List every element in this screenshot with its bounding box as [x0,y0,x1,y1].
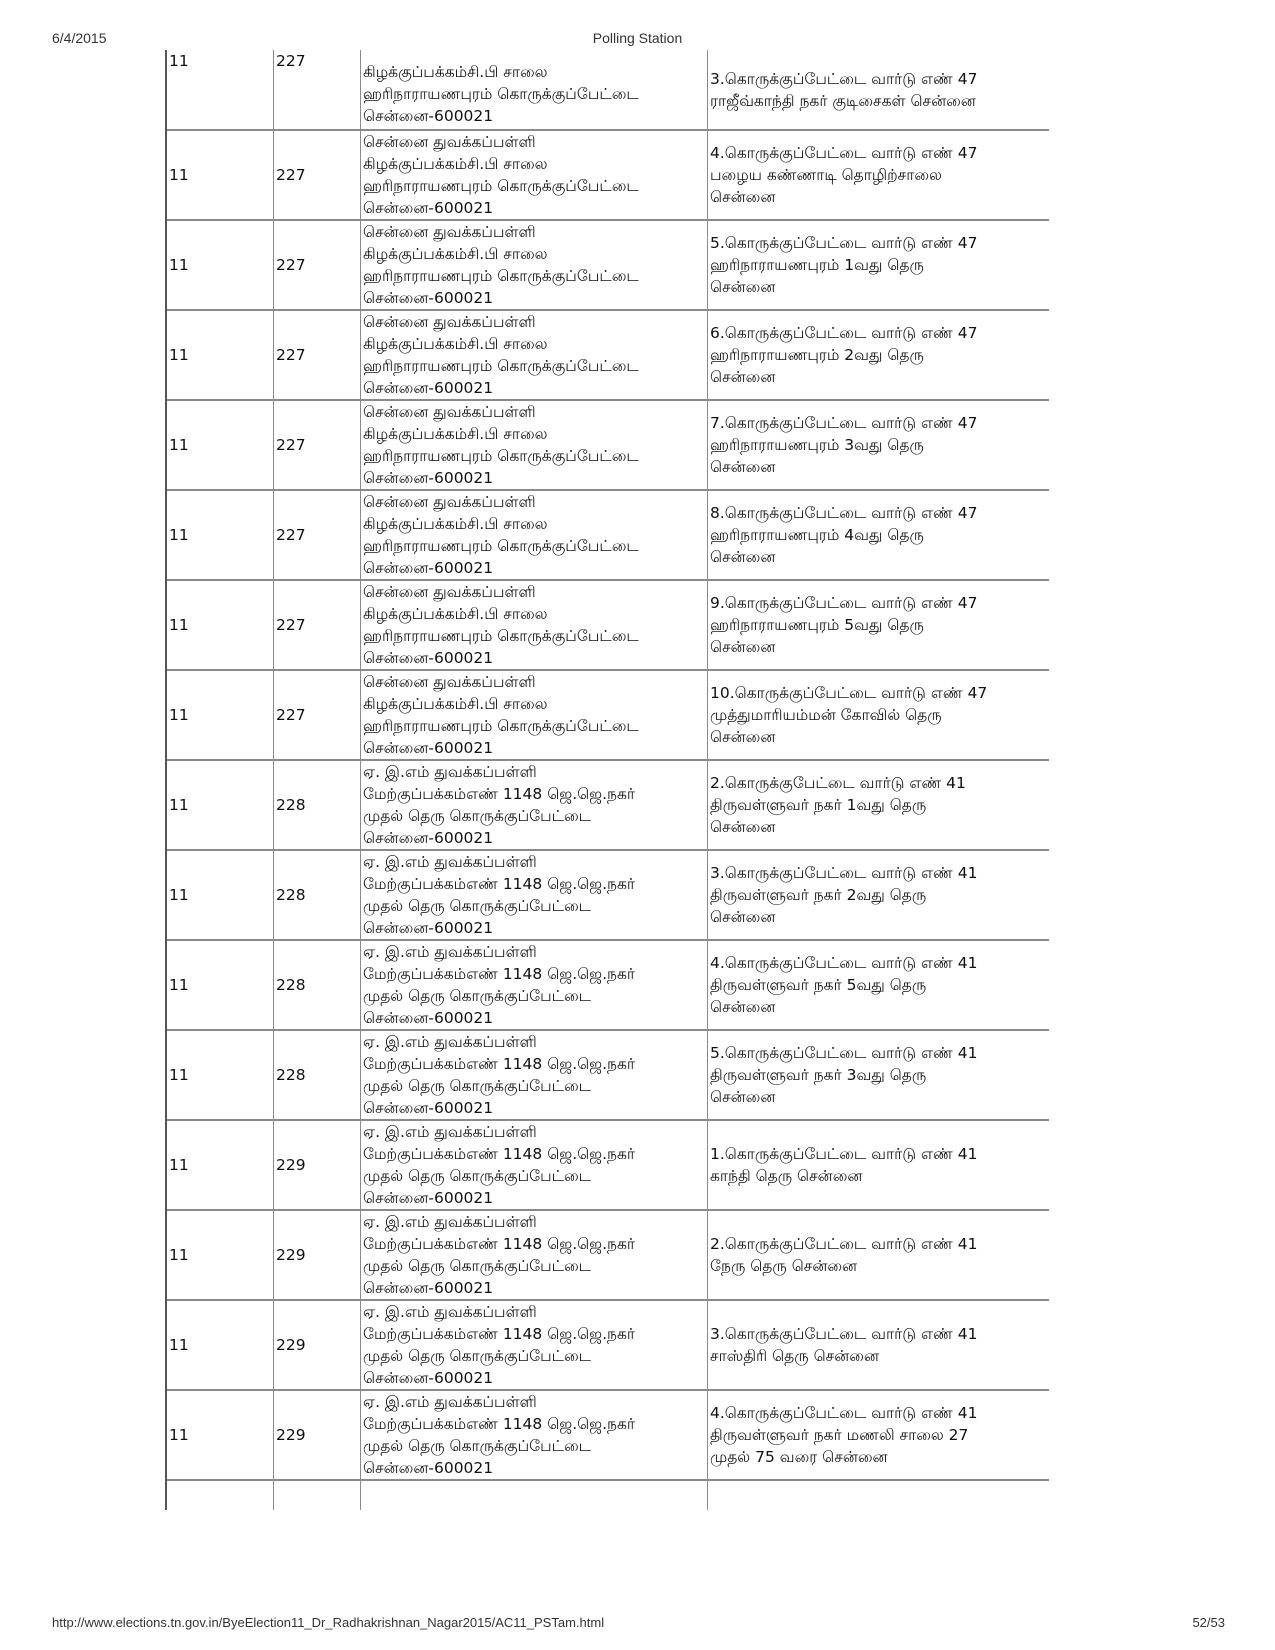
location-line: சென்னை துவக்கப்பள்ளி [363,403,536,421]
area-line: 3.கொருக்குப்பேட்டை வார்டு எண் 41 [710,1325,978,1343]
location-line: மேற்குப்பக்கம்எண் 1148 ஜெ.ஜெ.நகர் [363,965,635,983]
polling-station-number-cell [274,580,361,670]
assembly-constituency-number: 11 [169,166,189,184]
location-line: ஹரிநாராயணபுரம் கொருக்குப்பேட்டை [363,627,639,645]
table-row [166,490,1049,580]
location-line: முதல் தெரு கொருக்குப்பேட்டை [363,1257,592,1275]
polling-area-cell [708,130,1050,220]
location-line: சென்னை துவக்கப்பள்ளி [363,313,536,331]
assembly-constituency-number: 11 [169,976,189,994]
polling-area-cell [708,850,1050,940]
location-line: ஏ. இ.எம் துவக்கப்பள்ளி [363,763,537,781]
assembly-constituency-cell [166,940,274,1030]
polling-station-table [165,50,1049,1510]
location-line: சென்னை துவக்கப்பள்ளி [363,223,536,241]
polling-station-number: 227 [276,526,306,544]
area-line: பழைய கண்ணாடி தொழிற்சாலை [710,166,942,184]
table-row [166,1030,1049,1120]
polling-station-location-cell [361,490,708,580]
table-row [166,1210,1049,1300]
assembly-constituency-number: 11 [169,1426,189,1444]
area-line: முத்துமாரியம்மன் கோவில் தெரு [710,706,942,724]
polling-station-number: 229 [276,1156,306,1174]
polling-station-number-cell [274,670,361,760]
polling-station-number-cell [274,850,361,940]
area-line: சென்னை [710,458,776,476]
area-line: ஹரிநாராயணபுரம் 3வது தெரு [710,436,924,454]
polling-area-cell [708,1120,1050,1210]
assembly-constituency-cell [166,1390,274,1480]
location-line: ஹரிநாராயணபுரம் கொருக்குப்பேட்டை [363,85,639,103]
location-line: சென்னை-600021 [363,1189,494,1207]
location-line: சென்னை-600021 [363,1009,494,1027]
assembly-constituency-cell [166,850,274,940]
polling-station-location-cell [361,220,708,310]
area-line: 2.கொருக்குபேட்டை வார்டு எண் 41 [710,774,966,792]
location-line: ஏ. இ.எம் துவக்கப்பள்ளி [363,1213,537,1231]
area-line: ஹரிநாராயணபுரம் 5வது தெரு [710,616,924,634]
location-line: மேற்குப்பக்கம்எண் 1148 ஜெ.ஜெ.நகர் [363,1235,635,1253]
assembly-constituency-number: 11 [169,1246,189,1264]
polling-station-number-cell [274,490,361,580]
polling-area-cell [708,50,1050,130]
location-line: ஹரிநாராயணபுரம் கொருக்குப்பேட்டை [363,267,639,285]
assembly-constituency-cell [166,130,274,220]
polling-area-cell [708,1210,1050,1300]
assembly-constituency-number: 11 [169,616,189,634]
location-line: கிழக்குப்பக்கம்சி.பி சாலை [363,605,548,623]
assembly-constituency-number: 11 [169,1156,189,1174]
location-line: முதல் தெரு கொருக்குப்பேட்டை [363,807,592,825]
location-line: மேற்குப்பக்கம்எண் 1148 ஜெ.ஜெ.நகர் [363,875,635,893]
assembly-constituency-number: 11 [169,526,189,544]
polling-area-cell [708,310,1050,400]
assembly-constituency-cell [166,670,274,760]
area-line: சென்னை [710,278,776,296]
area-line: சென்னை [710,548,776,566]
polling-station-number: 228 [276,886,306,904]
polling-station-number: 227 [276,52,306,70]
page-number: 52/53 [1192,1615,1225,1630]
location-line: சென்னை-600021 [363,1459,494,1477]
area-line: ஹரிநாராயணபுரம் 1வது தெரு [710,256,924,274]
assembly-constituency-cell [166,1300,274,1390]
polling-area-cell [708,1390,1050,1480]
location-line: சென்னை-600021 [363,107,494,125]
polling-station-location-cell [361,580,708,670]
area-line: சென்னை [710,1088,776,1106]
polling-area-cell [708,490,1050,580]
polling-station-location-cell [361,940,708,1030]
location-line: ஏ. இ.எம் துவக்கப்பள்ளி [363,1033,537,1051]
polling-station-number-cell [274,1210,361,1300]
location-line: சென்னை-600021 [363,1369,494,1387]
table-body [166,50,1049,1510]
polling-station-number: 229 [276,1336,306,1354]
area-line: 3.கொருக்குப்பேட்டை வார்டு எண் 41 [710,864,978,882]
area-line: 3.கொருக்குப்பேட்டை வார்டு எண் 47 [710,69,978,88]
location-line: முதல் தெரு கொருக்குப்பேட்டை [363,897,592,915]
location-line: மேற்குப்பக்கம்எண் 1148 ஜெ.ஜெ.நகர் [363,1415,635,1433]
table-row [166,580,1049,670]
table-row [166,50,1049,130]
empty-cell [361,1480,708,1510]
area-line: 5.கொருக்குப்பேட்டை வார்டு எண் 41 [710,1044,978,1062]
assembly-constituency-number: 11 [169,706,189,724]
assembly-constituency-cell [166,580,274,670]
location-line: ஏ. இ.எம் துவக்கப்பள்ளி [363,1123,537,1141]
location-line: கிழக்குப்பக்கம்சி.பி சாலை [363,515,548,533]
polling-station-number-cell [274,760,361,850]
location-line: ஹரிநாராயணபுரம் கொருக்குப்பேட்டை [363,177,639,195]
location-line: மேற்குப்பக்கம்எண் 1148 ஜெ.ஜெ.நகர் [363,785,635,803]
assembly-constituency-cell [166,400,274,490]
location-line: கிழக்குப்பக்கம்சி.பி சாலை [363,63,548,81]
location-line: சென்னை-600021 [363,559,494,577]
polling-station-number: 227 [276,166,306,184]
area-line: 9.கொருக்குப்பேட்டை வார்டு எண் 47 [710,594,978,612]
location-line: ஹரிநாராயணபுரம் கொருக்குப்பேட்டை [363,357,639,375]
assembly-constituency-cell [166,1210,274,1300]
location-line: சென்னை துவக்கப்பள்ளி [363,133,536,151]
empty-cell [708,1480,1050,1510]
table-row [166,400,1049,490]
area-line: திருவள்ளுவர் நகர் மணலி சாலை 27 [710,1426,969,1444]
polling-station-location-cell [361,1030,708,1120]
location-line: கிழக்குப்பக்கம்சி.பி சாலை [363,695,548,713]
polling-area-cell [708,670,1050,760]
location-line: முதல் தெரு கொருக்குப்பேட்டை [363,987,592,1005]
table-row [166,220,1049,310]
area-line: ஹரிநாராயணபுரம் 4வது தெரு [710,526,924,544]
area-line: 4.கொருக்குப்பேட்டை வார்டு எண் 47 [710,144,978,162]
area-line: சாஸ்திரி தெரு சென்னை [710,1347,879,1365]
assembly-constituency-cell [166,310,274,400]
polling-station-number: 227 [276,436,306,454]
location-line: முதல் தெரு கொருக்குப்பேட்டை [363,1077,592,1095]
location-line: ஏ. இ.எம் துவக்கப்பள்ளி [363,1303,537,1321]
polling-station-number: 227 [276,346,306,364]
area-line: திருவள்ளுவர் நகர் 3வது தெரு [710,1066,927,1084]
table-row [166,940,1049,1030]
polling-station-number: 227 [276,616,306,634]
polling-area-cell [708,400,1050,490]
location-line: ஹரிநாராயணபுரம் கொருக்குப்பேட்டை [363,537,639,555]
location-line: ஏ. இ.எம் துவக்கப்பள்ளி [363,853,537,871]
area-line: 8.கொருக்குப்பேட்டை வார்டு எண் 47 [710,504,978,522]
polling-station-location-cell [361,1390,708,1480]
area-line: காந்தி தெரு சென்னை [710,1167,863,1185]
location-line: சென்னை-600021 [363,469,494,487]
location-line: கிழக்குப்பக்கம்சி.பி சாலை [363,335,548,353]
table-row [166,1390,1049,1480]
area-line: ராஜீவ்காந்தி நகர் குடிசைகள் சென்னை [710,91,976,110]
location-line: சென்னை-600021 [363,649,494,667]
location-line: சென்னை-600021 [363,829,494,847]
polling-station-location-cell [361,760,708,850]
source-url[interactable]: http://www.elections.tn.gov.in/ByeElection11_Dr_Radhakrishnan_Nagar2015/AC11_PSTam.html [52,1615,605,1630]
assembly-constituency-number: 11 [169,256,189,274]
area-line: 5.கொருக்குப்பேட்டை வார்டு எண் 47 [710,234,978,252]
area-line: திருவள்ளுவர் நகர் 1வது தெரு [710,796,927,814]
polling-area-cell [708,940,1050,1030]
location-line: மேற்குப்பக்கம்எண் 1148 ஜெ.ஜெ.நகர் [363,1325,635,1343]
empty-cell [274,1480,361,1510]
polling-area-cell [708,1030,1050,1120]
polling-station-number: 228 [276,1066,306,1084]
polling-station-number: 227 [276,256,306,274]
polling-station-location-cell [361,1300,708,1390]
polling-station-location-cell [361,50,708,130]
polling-station-number-cell [274,400,361,490]
location-line: கிழக்குப்பக்கம்சி.பி சாலை [363,425,548,443]
table-row [166,670,1049,760]
polling-station-number-cell [274,1030,361,1120]
location-line: சென்னை-600021 [363,289,494,307]
polling-station-number: 228 [276,976,306,994]
polling-station-location-cell [361,1120,708,1210]
location-line: முதல் தெரு கொருக்குப்பேட்டை [363,1167,592,1185]
polling-station-location-cell [361,400,708,490]
table-row [166,1300,1049,1390]
location-line: சென்னை-600021 [363,919,494,937]
table-row [166,1120,1049,1210]
location-line: சென்னை துவக்கப்பள்ளி [363,493,536,511]
table-row-empty [166,1480,1049,1510]
polling-station-number-cell [274,1300,361,1390]
location-line: சென்னை-600021 [363,199,494,217]
area-line: திருவள்ளுவர் நகர் 5வது தெரு [710,976,927,994]
area-line: 10.கொருக்குப்பேட்டை வார்டு எண் 47 [710,684,988,702]
location-line: கிழக்குப்பக்கம்சி.பி சாலை [363,155,548,173]
table-row [166,130,1049,220]
polling-station-location-cell [361,130,708,220]
polling-station-number: 229 [276,1426,306,1444]
polling-station-number-cell [274,130,361,220]
polling-station-location-cell [361,310,708,400]
assembly-constituency-number: 11 [169,1336,189,1354]
polling-station-location-cell [361,850,708,940]
area-line: 6.கொருக்குப்பேட்டை வார்டு எண் 47 [710,324,978,342]
assembly-constituency-cell [166,220,274,310]
area-line: சென்னை [710,908,776,926]
area-line: சென்னை [710,368,776,386]
assembly-constituency-cell [166,760,274,850]
polling-station-number-cell [274,940,361,1030]
polling-station-number: 228 [276,796,306,814]
polling-station-table-wrapper [165,50,1049,1510]
area-line: 2.கொருக்குப்பேட்டை வார்டு எண் 41 [710,1235,978,1253]
assembly-constituency-number: 11 [169,436,189,454]
assembly-constituency-number: 11 [169,796,189,814]
area-line: சென்னை [710,638,776,656]
location-line: ஹரிநாராயணபுரம் கொருக்குப்பேட்டை [363,717,639,735]
polling-station-number: 229 [276,1246,306,1264]
location-line: சென்னை-600021 [363,1279,494,1297]
location-line: முதல் தெரு கொருக்குப்பேட்டை [363,1437,592,1455]
area-line: 7.கொருக்குப்பேட்டை வார்டு எண் 47 [710,414,978,432]
location-line: ஏ. இ.எம் துவக்கப்பள்ளி [363,943,537,961]
table-row [166,850,1049,940]
location-line: கிழக்குப்பக்கம்சி.பி சாலை [363,245,548,263]
print-date: 6/4/2015 [52,30,107,46]
polling-station-number-cell [274,310,361,400]
polling-area-cell [708,760,1050,850]
area-line: முதல் 75 வரை சென்னை [710,1448,888,1466]
assembly-constituency-number: 11 [169,1066,189,1084]
polling-area-cell [708,580,1050,670]
table-row [166,760,1049,850]
location-line: சென்னை-600021 [363,379,494,397]
area-line: சென்னை [710,998,776,1016]
polling-station-number-cell [274,50,361,130]
empty-cell [166,1480,274,1510]
area-line: 4.கொருக்குப்பேட்டை வார்டு எண் 41 [710,954,978,972]
page-title: Polling Station [592,30,683,46]
assembly-constituency-number: 11 [169,886,189,904]
location-line: மேற்குப்பக்கம்எண் 1148 ஜெ.ஜெ.நகர் [363,1055,635,1073]
polling-station-location-cell [361,670,708,760]
assembly-constituency-cell [166,490,274,580]
area-line: நேரு தெரு சென்னை [710,1257,858,1275]
location-line: ஹரிநாராயணபுரம் கொருக்குப்பேட்டை [363,447,639,465]
location-line: மேற்குப்பக்கம்எண் 1148 ஜெ.ஜெ.நகர் [363,1145,635,1163]
area-line: திருவள்ளுவர் நகர் 2வது தெரு [710,886,927,904]
assembly-constituency-cell [166,1120,274,1210]
polling-area-cell [708,220,1050,310]
location-line: சென்னை துவக்கப்பள்ளி [363,583,536,601]
assembly-constituency-cell [166,1030,274,1120]
polling-station-number-cell [274,1120,361,1210]
area-line: சென்னை [710,818,776,836]
polling-station-number-cell [274,220,361,310]
polling-station-location-cell [361,1210,708,1300]
area-line: 1.கொருக்குப்பேட்டை வார்டு எண் 41 [710,1145,978,1163]
assembly-constituency-number: 11 [169,346,189,364]
location-line: ஏ. இ.எம் துவக்கப்பள்ளி [363,1393,537,1411]
table-row [166,310,1049,400]
assembly-constituency-cell [166,50,274,130]
area-line: சென்னை [710,188,776,206]
location-line: சென்னை துவக்கப்பள்ளி [363,673,536,691]
polling-area-cell [708,1300,1050,1390]
location-line: முதல் தெரு கொருக்குப்பேட்டை [363,1347,592,1365]
polling-station-number-cell [274,1390,361,1480]
area-line: சென்னை [710,728,776,746]
location-line: சென்னை-600021 [363,1099,494,1117]
area-line: ஹரிநாராயணபுரம் 2வது தெரு [710,346,924,364]
area-line: 4.கொருக்குப்பேட்டை வார்டு எண் 41 [710,1404,978,1422]
polling-station-number: 227 [276,706,306,724]
location-line: சென்னை-600021 [363,739,494,757]
assembly-constituency-number: 11 [169,52,189,70]
